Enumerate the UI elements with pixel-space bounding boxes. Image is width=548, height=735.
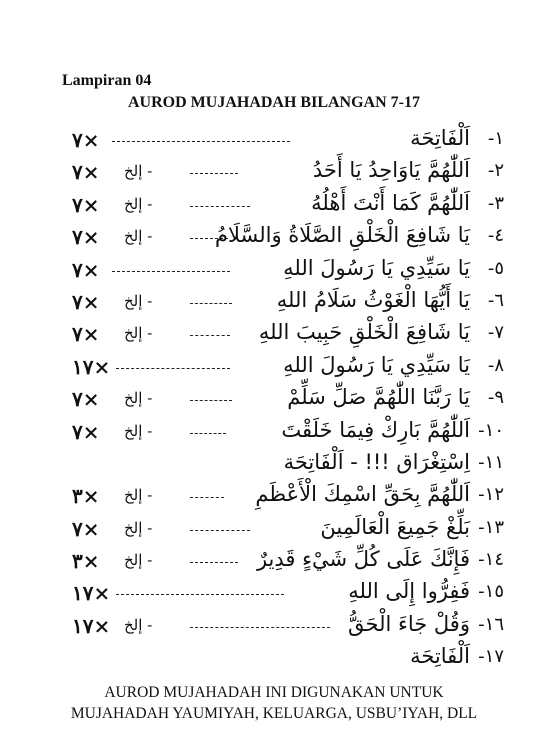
aurod-list (72, 124, 504, 675)
item-number: ٦- (487, 289, 504, 311)
dashed-leader (190, 400, 232, 401)
list-item (72, 448, 504, 480)
page-title: AUROD MUJAHADAH BILANGAN 7-17 (128, 94, 420, 111)
list-item (72, 286, 504, 318)
repeat-count: ٧× (72, 289, 100, 314)
arabic-text: اَللّٰهُمَّ يَاوَاحِدُ يَا أَحَدُ (312, 158, 470, 183)
etc-marker: إلخ - (124, 389, 153, 408)
etc-marker: إلخ - (124, 518, 153, 537)
item-number: ١٣- (478, 516, 504, 538)
item-number: ١٢- (478, 484, 504, 506)
arabic-text: اَللّٰهُمَّ بَارِكْ فِيمَا خَلَقْتَ (281, 417, 470, 442)
dashed-leader (190, 530, 250, 531)
item-number: ١- (487, 128, 504, 149)
arabic-text: اِسْتِغْرَاق !!! - اَلْفَاتِحَة (283, 449, 470, 474)
item-number: ٨- (487, 354, 504, 376)
list-item (72, 351, 504, 383)
repeat-count: ١٧× (72, 581, 111, 606)
repeat-count: ٧× (72, 516, 100, 541)
arabic-text: اَللّٰهُمَّ كَمَا أَنْتَ أَهْلُهُ (311, 190, 470, 215)
dashed-leader (112, 141, 290, 142)
arabic-text: اَلْفَاتِحَة (410, 126, 470, 150)
etc-marker: إلخ - (124, 162, 153, 181)
item-number: ١٧- (478, 646, 504, 668)
list-item (72, 545, 504, 577)
arabic-text: يَا شَافِعَ الْخَلْقِ حَبِيبَ اللهِ (258, 320, 470, 345)
item-number: ١١- (478, 451, 504, 473)
etc-marker: إلخ - (124, 291, 153, 310)
item-number: ٥- (487, 257, 504, 279)
item-number: ١٥- (478, 581, 504, 603)
list-item (72, 513, 504, 545)
list-item (72, 610, 504, 642)
arabic-text: بَلِّغْ جَمِيعَ الْعَالَمِينَ (320, 514, 470, 539)
repeat-count: ٧× (72, 192, 100, 217)
arabic-text: يَا سَيِّدِي يَا رَسُولَ اللهِ (283, 352, 470, 377)
dashed-leader (190, 627, 330, 628)
item-number: ١٦- (478, 613, 504, 635)
dashed-leader (190, 173, 238, 174)
list-item (72, 318, 504, 350)
repeat-count: ٧× (72, 160, 100, 185)
footer-line-2: MUJAHADAH YAUMIYAH, KELUARGA, USBU’IYAH, DLL (70, 705, 478, 722)
repeat-count: ٧× (72, 257, 100, 282)
etc-marker: إلخ - (124, 324, 153, 343)
etc-marker: إلخ - (124, 194, 153, 213)
item-number: ٧- (487, 322, 504, 344)
arabic-text: فَفِرُّوا إِلَى اللهِ (348, 579, 470, 604)
dashed-leader (116, 594, 284, 595)
repeat-count: ٣× (72, 484, 100, 509)
list-item (72, 124, 504, 156)
repeat-count: ٧× (72, 225, 100, 250)
repeat-count: ٣× (72, 549, 100, 574)
arabic-text: يَا رَبَّنَا اللّٰهُمَّ صَلِّ سَلِّمْ (287, 385, 470, 410)
item-number: ٩- (487, 387, 504, 409)
arabic-text: اَللّٰهُمَّ بِحَقِّ اسْمِكَ الْأَعْظَمِ (255, 482, 470, 507)
list-item (72, 189, 504, 221)
list-item (72, 221, 504, 253)
repeat-count: ٧× (72, 419, 100, 444)
repeat-count: ١٧× (72, 354, 111, 379)
arabic-text: يَا سَيِّدِي يَا رَسُولَ اللهِ (283, 255, 470, 280)
dashed-leader (112, 271, 230, 272)
dashed-leader (190, 433, 226, 434)
dashed-leader (190, 562, 238, 563)
list-item (72, 480, 504, 512)
repeat-count: ٧× (72, 128, 100, 152)
list-item (72, 383, 504, 415)
dashed-leader (190, 303, 232, 304)
list-item (72, 577, 504, 609)
repeat-count: ٧× (72, 387, 100, 412)
arabic-text: يَا أَيُّهَا الْغَوْثُ سَلَامُ اللهِ (276, 287, 470, 312)
list-item (72, 416, 504, 448)
list-item (72, 642, 504, 674)
lampiran-label: Lampiran 04 (62, 72, 152, 89)
arabic-text: وَقُلْ جَاءَ الْحَقُّ (348, 611, 470, 636)
arabic-text: اَلْفَاتِحَة (410, 644, 470, 669)
dashed-leader (116, 368, 230, 369)
arabic-text: يَا شَافِعَ الْخَلْقِ الصَّلَاةُ وَالسَّلَامُ (214, 223, 470, 248)
item-number: ٣- (487, 192, 504, 214)
etc-marker: إلخ - (124, 615, 153, 634)
item-number: ١٤- (478, 549, 504, 571)
etc-marker: إلخ - (124, 421, 153, 440)
item-number: ١٠- (478, 419, 504, 441)
dashed-leader (190, 206, 250, 207)
etc-marker: إلخ - (124, 486, 153, 505)
etc-marker: إلخ - (124, 551, 153, 570)
item-number: ٤- (487, 225, 504, 247)
item-number: ٢- (487, 160, 504, 182)
repeat-count: ١٧× (72, 613, 111, 638)
footer-line-1: AUROD MUJAHADAH INI DIGUNAKAN UNTUK (104, 684, 444, 701)
dashed-leader (190, 497, 224, 498)
list-item (72, 156, 504, 188)
list-item (72, 254, 504, 286)
dashed-leader (190, 335, 230, 336)
arabic-text: فَإِنَّكَ عَلَى كُلِّ شَيْءٍ قَدِيرٌ (256, 547, 470, 572)
repeat-count: ٧× (72, 322, 100, 347)
etc-marker: إلخ - (124, 227, 153, 246)
